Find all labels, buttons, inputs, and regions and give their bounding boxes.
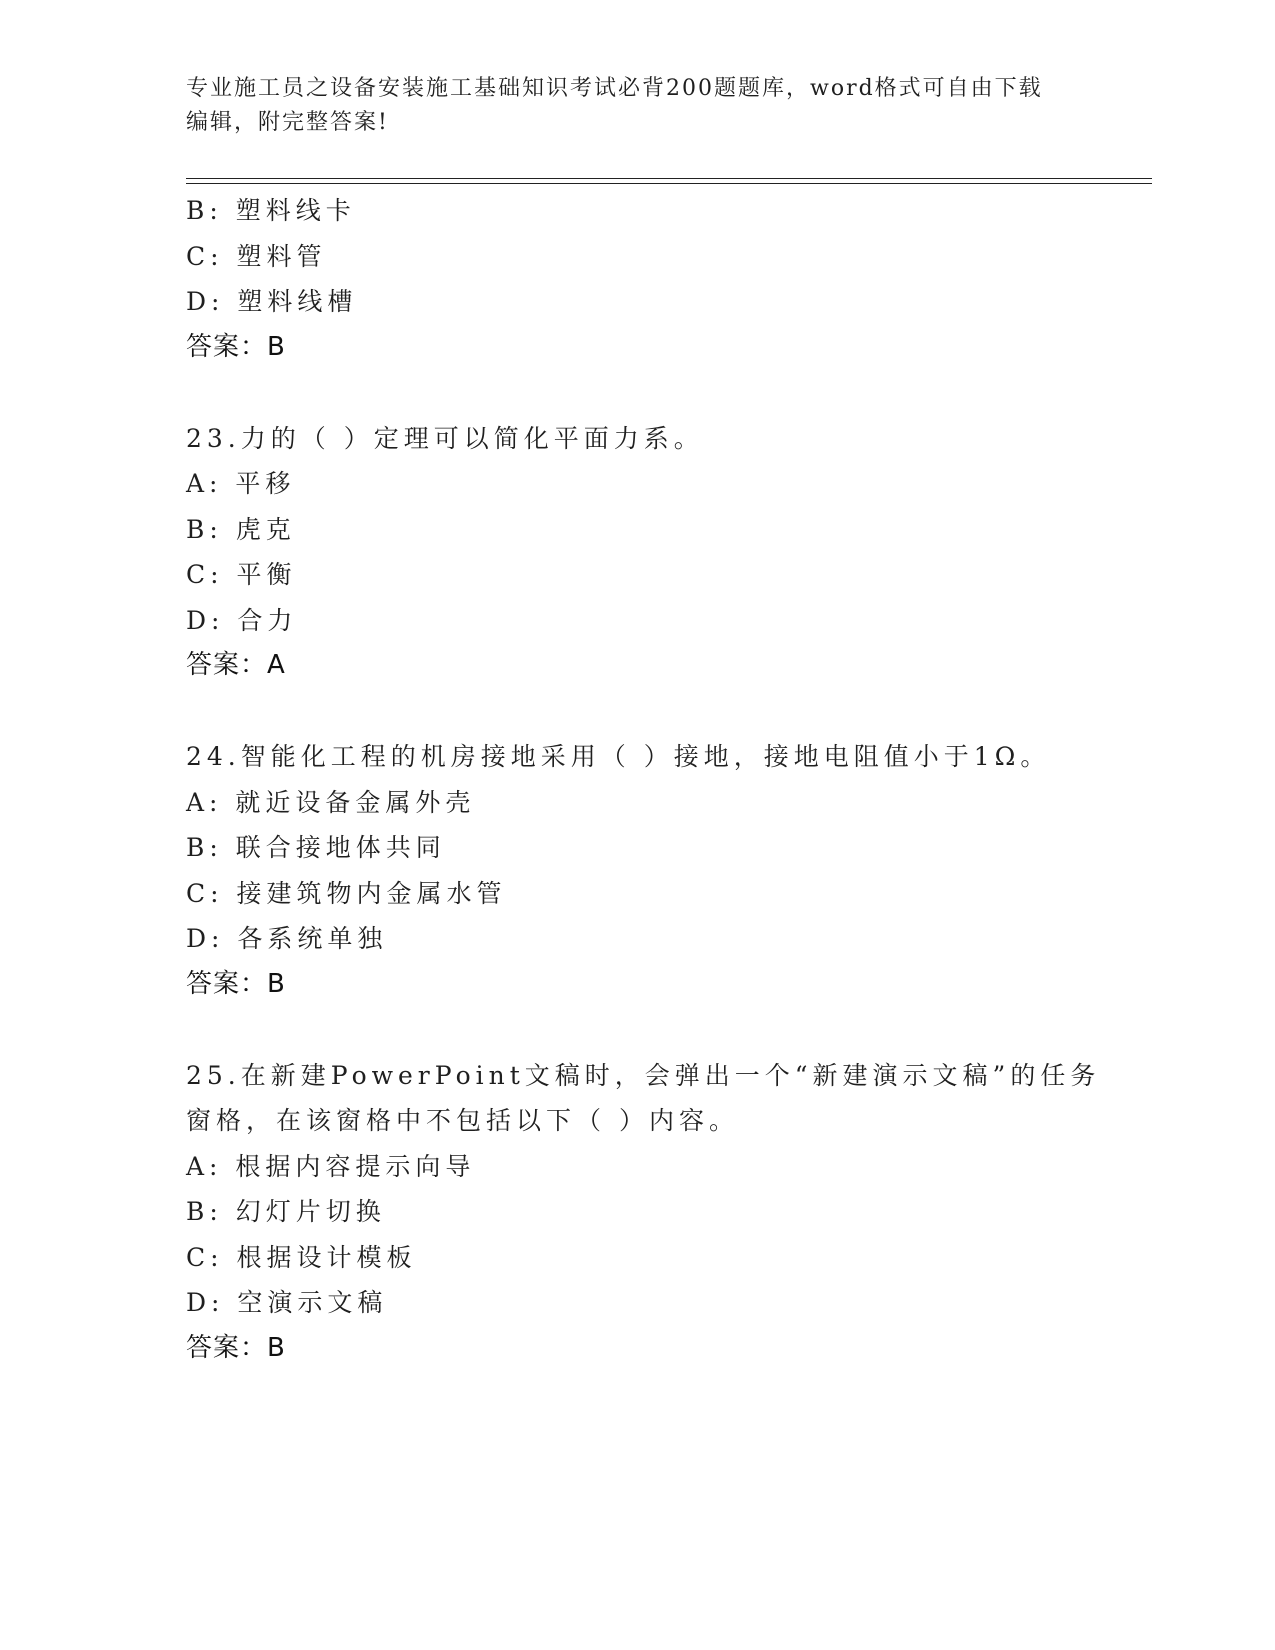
option-c: C: 根据设计模板 (186, 1242, 417, 1272)
header-title-line-2: 编辑，附完整答案! (186, 110, 389, 135)
document-header (186, 72, 1086, 140)
spacer (186, 370, 1086, 416)
option-b: B: 联合接地体共同 (186, 833, 446, 862)
question-content (186, 188, 1101, 1371)
previous-question-block (186, 188, 1086, 370)
question-24-text: 24.智能化工程的机房接地采用（ ）接地，接地电阻值小于1Ω。 (186, 742, 1051, 771)
question-23-text: 23.力的（ ）定理可以简化平面力系。 (186, 423, 704, 453)
answer-line: 答案：B (186, 331, 286, 362)
header-divider-top (186, 178, 1152, 179)
option-c: C: 接建筑物内金属水管 (186, 878, 507, 908)
spacer (186, 689, 1086, 735)
answer-line: 答案：A (186, 650, 286, 680)
question-25-text-line-2: 窗格，在该窗格中不包括以下（ ）内容。 (186, 1106, 739, 1135)
question-23-block (186, 416, 1086, 689)
answer-line: 答案：B (186, 1332, 286, 1363)
answer-line: 答案：B (186, 968, 286, 999)
option-d: D: 各系统单独 (186, 924, 388, 953)
option-c: C: 塑料管 (186, 241, 327, 271)
option-a: A: 根据内容提示向导 (186, 1151, 476, 1181)
option-b: B: 幻灯片切换 (186, 1197, 386, 1226)
option-b: B: 塑料线卡 (186, 196, 356, 225)
spacer (186, 1007, 1086, 1053)
header-divider-bottom (186, 183, 1152, 184)
option-d: D: 空演示文稿 (186, 1288, 388, 1317)
option-d: D: 塑料线槽 (186, 287, 358, 316)
option-b: B: 虎克 (186, 514, 296, 544)
option-d: D: 合力 (186, 605, 298, 635)
question-25-text-line-1: 25.在新建PowerPoint文稿时，会弹出一个“新建演示文稿”的任务 (186, 1060, 1101, 1090)
option-c: C: 平衡 (186, 560, 297, 589)
option-a: A: 就近设备金属外壳 (186, 787, 476, 817)
question-24-block (186, 734, 1086, 1007)
option-a: A: 平移 (186, 469, 296, 498)
question-25-block (186, 1053, 1101, 1372)
header-title-line-1: 专业施工员之设备安装施工基础知识考试必背200题题库，word格式可自由下载 (186, 76, 1043, 101)
